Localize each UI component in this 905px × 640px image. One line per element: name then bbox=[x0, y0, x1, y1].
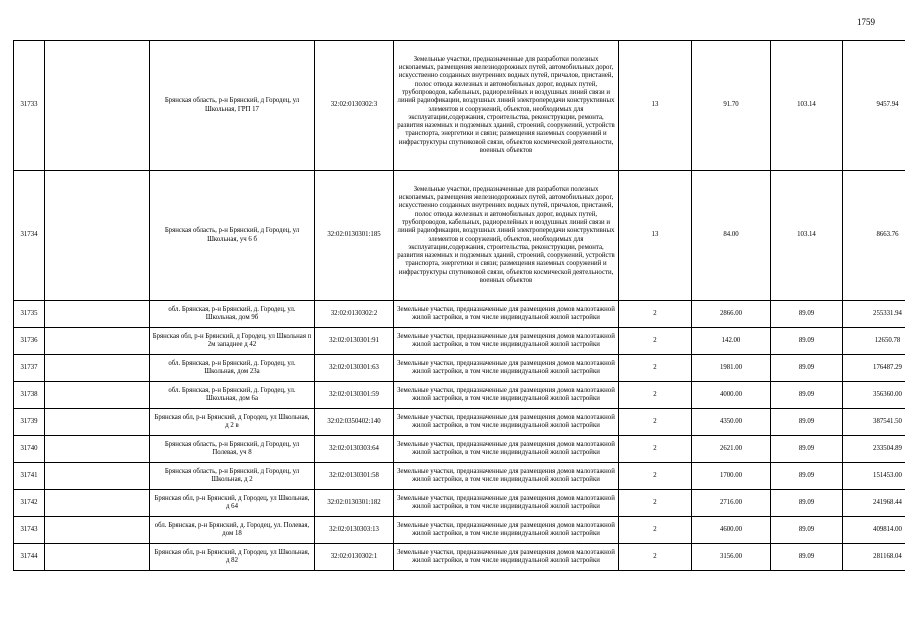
rate-cell: 89.09 bbox=[771, 409, 843, 436]
address-cell: Брянская обл, р-н Брянский, д Городец, ул Школьная п 2м западнее д 42 bbox=[150, 328, 315, 355]
row-number: 31738 bbox=[14, 382, 45, 409]
use-code-cell: 2 bbox=[619, 409, 692, 436]
address-cell: Брянская обл, р-н Брянский, д Городец, ул Школьная, д 2 в bbox=[150, 409, 315, 436]
address-cell: Брянская обл, р-н Брянский, д Городец, ул Школьная, д 64 bbox=[150, 490, 315, 517]
rate-cell: 89.09 bbox=[771, 490, 843, 517]
land-use-cell: Земельные участки, предназначенные для размещения домов малоэтажной жилой застройки, в том числе индивидуальной жилой застройки bbox=[394, 436, 619, 463]
use-code-cell: 2 bbox=[619, 328, 692, 355]
area-cell: 4000.00 bbox=[692, 382, 771, 409]
use-code-cell: 13 bbox=[619, 41, 692, 171]
rate-cell: 89.09 bbox=[771, 328, 843, 355]
value-cell: 356360.00 bbox=[843, 382, 905, 409]
empty-cell bbox=[45, 382, 150, 409]
rate-cell: 89.09 bbox=[771, 517, 843, 544]
row-number: 31735 bbox=[14, 301, 45, 328]
land-use-cell: Земельные участки, предназначенные для размещения домов малоэтажной жилой застройки, в том числе индивидуальной жилой застройки bbox=[394, 301, 619, 328]
empty-cell bbox=[45, 463, 150, 490]
land-use-cell: Земельные участки, предназначенные для размещения домов малоэтажной жилой застройки, в том числе индивидуальной жилой застройки bbox=[394, 409, 619, 436]
row-number: 31734 bbox=[14, 171, 45, 301]
area-cell: 84.00 bbox=[692, 171, 771, 301]
address-cell: Брянская область, р-н Брянский, д Городец, ул Школьная, уч 6 б bbox=[150, 171, 315, 301]
area-cell: 3156.00 bbox=[692, 544, 771, 571]
rate-cell: 89.09 bbox=[771, 463, 843, 490]
empty-cell bbox=[45, 544, 150, 571]
table-row bbox=[14, 355, 905, 382]
use-code-cell: 2 bbox=[619, 544, 692, 571]
rate-cell: 89.09 bbox=[771, 436, 843, 463]
use-code-cell: 2 bbox=[619, 355, 692, 382]
row-number: 31737 bbox=[14, 355, 45, 382]
cadastral-number-cell: 32:02:0130302:3 bbox=[315, 41, 394, 171]
value-cell: 281168.04 bbox=[843, 544, 905, 571]
table-row bbox=[14, 328, 905, 355]
table-row bbox=[14, 517, 905, 544]
rate-cell: 89.09 bbox=[771, 301, 843, 328]
table-row bbox=[14, 171, 905, 301]
address-cell: Брянская обл, р-н Брянский, д Городец, ул Школьная, д 82 bbox=[150, 544, 315, 571]
area-cell: 4350.00 bbox=[692, 409, 771, 436]
use-code-cell: 2 bbox=[619, 517, 692, 544]
page-number: 1759 bbox=[857, 17, 875, 27]
rate-cell: 89.09 bbox=[771, 382, 843, 409]
land-use-cell: Земельные участки, предназначенные для размещения домов малоэтажной жилой застройки, в том числе индивидуальной жилой застройки bbox=[394, 490, 619, 517]
row-number: 31733 bbox=[14, 41, 45, 171]
cadastral-number-cell: 32:02:0130301:59 bbox=[315, 382, 394, 409]
address-cell: Брянская область, р-н Брянский, д Городец, ул Полевая, уч 8 bbox=[150, 436, 315, 463]
use-code-cell: 2 bbox=[619, 436, 692, 463]
address-cell: Брянская область, р-н Брянский, д Городец, ул Школьная, д 2 bbox=[150, 463, 315, 490]
value-cell: 151453.00 bbox=[843, 463, 905, 490]
row-number: 31741 bbox=[14, 463, 45, 490]
cadastral-number-cell: 32:02:0130301:63 bbox=[315, 355, 394, 382]
empty-cell bbox=[45, 409, 150, 436]
cadastral-number-cell: 32:02:0130302:1 bbox=[315, 544, 394, 571]
address-cell: обл. Брянская, р-н Брянский, д. Городец, ул. Школьная, дом 9б bbox=[150, 301, 315, 328]
empty-cell bbox=[45, 490, 150, 517]
land-use-cell: Земельные участки, предназначенные для размещения домов малоэтажной жилой застройки, в том числе индивидуальной жилой застройки bbox=[394, 382, 619, 409]
cadastral-number-cell: 32:02:0130302:2 bbox=[315, 301, 394, 328]
address-cell: обл. Брянская, р-н Брянский, д. Городец, ул. Школьная, дом 6а bbox=[150, 382, 315, 409]
cadastral-number-cell: 32:02:0130301:182 bbox=[315, 490, 394, 517]
cadastral-number-cell: 32:02:0130301:58 bbox=[315, 463, 394, 490]
cadastral-number-cell: 32:02:0130303:13 bbox=[315, 517, 394, 544]
area-cell: 91.70 bbox=[692, 41, 771, 171]
value-cell: 12650.78 bbox=[843, 328, 905, 355]
table-row bbox=[14, 436, 905, 463]
area-cell: 2621.00 bbox=[692, 436, 771, 463]
value-cell: 255331.94 bbox=[843, 301, 905, 328]
rate-cell: 103.14 bbox=[771, 41, 843, 171]
cadastral-number-cell: 32:02:0130301:91 bbox=[315, 328, 394, 355]
land-use-cell: Земельные участки, предназначенные для размещения домов малоэтажной жилой застройки, в том числе индивидуальной жилой застройки bbox=[394, 517, 619, 544]
row-number: 31742 bbox=[14, 490, 45, 517]
value-cell: 409814.00 bbox=[843, 517, 905, 544]
value-cell: 233504.89 bbox=[843, 436, 905, 463]
empty-cell bbox=[45, 41, 150, 171]
area-cell: 2716.00 bbox=[692, 490, 771, 517]
area-cell: 2866.00 bbox=[692, 301, 771, 328]
cadastral-number-cell: 32:02:0130303:64 bbox=[315, 436, 394, 463]
empty-cell bbox=[45, 171, 150, 301]
land-use-cell: Земельные участки, предназначенные для размещения домов малоэтажной жилой застройки, в том числе индивидуальной жилой застройки bbox=[394, 328, 619, 355]
row-number: 31744 bbox=[14, 544, 45, 571]
table-row bbox=[14, 544, 905, 571]
table-row bbox=[14, 41, 905, 171]
cadastral-number-cell: 32:02:0130301:185 bbox=[315, 171, 394, 301]
cadastral-number-cell: 32:02:0350402:140 bbox=[315, 409, 394, 436]
row-number: 31743 bbox=[14, 517, 45, 544]
row-number: 31736 bbox=[14, 328, 45, 355]
land-use-cell: Земельные участки, предназначенные для размещения домов малоэтажной жилой застройки, в том числе индивидуальной жилой застройки bbox=[394, 544, 619, 571]
use-code-cell: 2 bbox=[619, 463, 692, 490]
value-cell: 387541.50 bbox=[843, 409, 905, 436]
table-row bbox=[14, 382, 905, 409]
empty-cell bbox=[45, 301, 150, 328]
value-cell: 241968.44 bbox=[843, 490, 905, 517]
table-row bbox=[14, 463, 905, 490]
address-cell: Брянская область, р-н Брянский, д Городец, ул Школьная, ГРП 17 bbox=[150, 41, 315, 171]
table-row bbox=[14, 301, 905, 328]
table-row bbox=[14, 490, 905, 517]
use-code-cell: 2 bbox=[619, 301, 692, 328]
land-use-cell: Земельные участки, предназначенные для размещения домов малоэтажной жилой застройки, в том числе индивидуальной жилой застройки bbox=[394, 463, 619, 490]
area-cell: 142.00 bbox=[692, 328, 771, 355]
use-code-cell: 2 bbox=[619, 490, 692, 517]
rate-cell: 89.09 bbox=[771, 355, 843, 382]
address-cell: обл. Брянская, р-н Брянский, д. Городец, ул. Школьная, дом 23а bbox=[150, 355, 315, 382]
area-cell: 4600.00 bbox=[692, 517, 771, 544]
area-cell: 1700.00 bbox=[692, 463, 771, 490]
area-cell: 1981.00 bbox=[692, 355, 771, 382]
address-cell: обл. Брянская, р-н Брянский, д. Городец, ул. Полевая, дом 18 bbox=[150, 517, 315, 544]
value-cell: 9457.94 bbox=[843, 41, 905, 171]
row-number: 31739 bbox=[14, 409, 45, 436]
land-use-cell: Земельные участки, предназначенные для разработки полезных ископаемых, размещения железнодорожных путей, автомобильных дорог, искусственно созданных внутренних водных путей, причалов, пристаней, полос отвода железных и автомобильных дорог, водных путей, трубопроводов, кабельных, радиорелейных и воздушных линий связи и линий радиофикации, воздушных линий электропередачи конструктивных элементов и сооружений, объектов, необходимых для эксплуатации,содержания, строительства, реконструкции, ремонта, развития наземных и подземных зданий, строений, сооружений, устройств транспорта, энергетики и связи; размещения наземных сооружений и инфраструктуры спутниковой связи, объектов космической деятельности, военных объектов bbox=[394, 171, 619, 301]
land-use-cell: Земельные участки, предназначенные для размещения домов малоэтажной жилой застройки, в том числе индивидуальной жилой застройки bbox=[394, 355, 619, 382]
rate-cell: 89.09 bbox=[771, 544, 843, 571]
rate-cell: 103.14 bbox=[771, 171, 843, 301]
empty-cell bbox=[45, 328, 150, 355]
use-code-cell: 13 bbox=[619, 171, 692, 301]
use-code-cell: 2 bbox=[619, 382, 692, 409]
table-row bbox=[14, 409, 905, 436]
empty-cell bbox=[45, 517, 150, 544]
empty-cell bbox=[45, 355, 150, 382]
value-cell: 8663.76 bbox=[843, 171, 905, 301]
row-number: 31740 bbox=[14, 436, 45, 463]
table-body bbox=[14, 41, 905, 571]
value-cell: 176487.29 bbox=[843, 355, 905, 382]
land-use-cell: Земельные участки, предназначенные для разработки полезных ископаемых, размещения железнодорожных путей, автомобильных дорог, искусственно созданных внутренних водных путей, причалов, пристаней, полос отвода железных и автомобильных дорог, водных путей, трубопроводов, кабельных, радиорелейных и воздушных линий связи и линий радиофикации, воздушных линий электропередачи конструктивных элементов и сооружений, объектов, необходимых для эксплуатации,содержания, строительства, реконструкции, ремонта, развития наземных и подземных зданий, строений, сооружений, устройств транспорта, энергетики и связи; размещения наземных сооружений и инфраструктуры спутниковой связи, объектов космической деятельности, военных объектов bbox=[394, 41, 619, 171]
empty-cell bbox=[45, 436, 150, 463]
cadastral-value-table bbox=[13, 40, 905, 571]
